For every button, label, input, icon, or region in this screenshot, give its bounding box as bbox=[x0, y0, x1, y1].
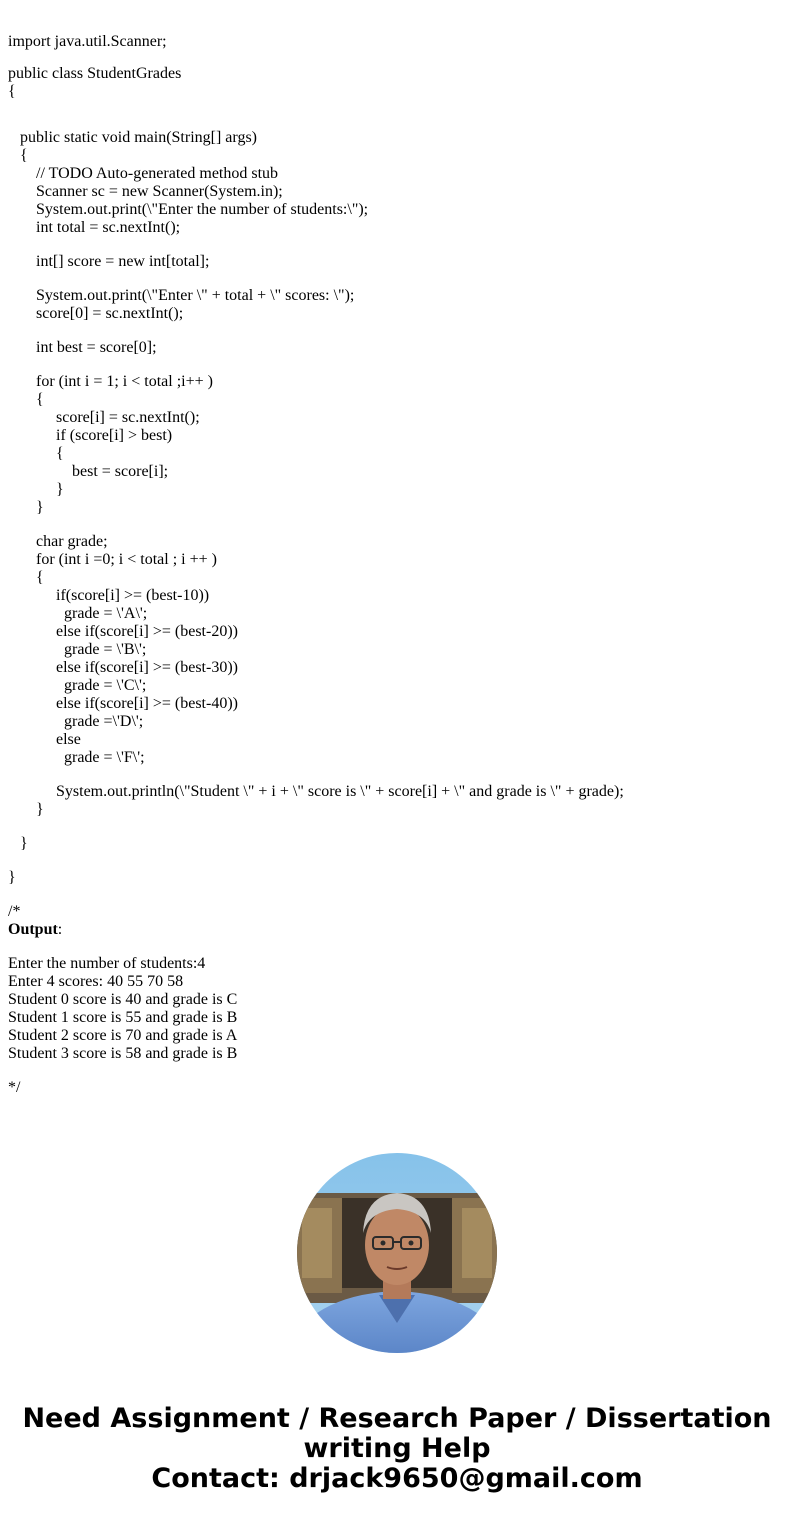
code-line: { bbox=[8, 569, 44, 586]
code-line: grade = \'F\'; bbox=[8, 749, 145, 766]
code-line: int best = score[0]; bbox=[8, 339, 157, 356]
code-line-class-declaration: public class StudentGrades bbox=[8, 65, 182, 82]
code-line: } bbox=[8, 801, 44, 818]
output-label: Output bbox=[8, 921, 58, 938]
java-source-listing bbox=[8, 33, 788, 1097]
code-line: Scanner sc = new Scanner(System.in); bbox=[8, 183, 283, 200]
code-line: else if(score[i] >= (best-30)) bbox=[8, 659, 238, 676]
code-line: System.out.print(\"Enter \" + total + \" scores: \"); bbox=[8, 287, 355, 304]
code-line-main-open-brace: { bbox=[8, 147, 28, 164]
code-line-class-close-brace: } bbox=[8, 869, 16, 886]
code-line: { bbox=[8, 391, 44, 408]
banner-line-contact: Contact: drjack9650@gmail.com bbox=[151, 1463, 643, 1494]
code-line: char grade; bbox=[8, 533, 108, 550]
code-line-import: import java.util.Scanner; bbox=[8, 33, 167, 50]
output-heading bbox=[8, 921, 788, 939]
code-line: System.out.println(\"Student \" + i + \" score is \" + score[i] + \" and grade is \" + grade); bbox=[8, 783, 624, 800]
comment-open: /* bbox=[8, 903, 21, 920]
output-line: Student 2 score is 70 and grade is A bbox=[8, 1027, 238, 1044]
code-line: grade = \'C\'; bbox=[8, 677, 147, 694]
code-line: for (int i =0; i < total ; i ++ ) bbox=[8, 551, 217, 568]
code-line: int[] score = new int[total]; bbox=[8, 253, 210, 270]
code-line: else if(score[i] >= (best-20)) bbox=[8, 623, 238, 640]
output-colon: : bbox=[57, 921, 63, 938]
code-line: int total = sc.nextInt(); bbox=[8, 219, 181, 236]
code-line-main-declaration: public static void main(String[] args) bbox=[8, 129, 257, 146]
contact-banner bbox=[0, 1404, 794, 1494]
code-line: System.out.print(\"Enter the number of students:\"); bbox=[8, 201, 369, 218]
code-line: for (int i = 1; i < total ;i++ ) bbox=[8, 373, 213, 390]
code-line: score[i] = sc.nextInt(); bbox=[8, 409, 200, 426]
banner-line-help: writing Help bbox=[303, 1433, 491, 1464]
output-line: Enter the number of students:4 bbox=[8, 955, 206, 972]
code-line: grade = \'A\'; bbox=[8, 605, 148, 622]
code-line: else bbox=[8, 731, 81, 748]
code-line: if (score[i] > best) bbox=[8, 427, 173, 444]
output-line: Student 0 score is 40 and grade is C bbox=[8, 991, 238, 1008]
person-photo-icon bbox=[297, 1153, 497, 1353]
code-line: else if(score[i] >= (best-40)) bbox=[8, 695, 238, 712]
banner-line-offer: Need Assignment / Research Paper / Dissertation bbox=[22, 1403, 772, 1434]
code-line: score[0] = sc.nextInt(); bbox=[8, 305, 184, 322]
code-line-main-close-brace: } bbox=[8, 835, 28, 852]
output-line: Student 1 score is 55 and grade is B bbox=[8, 1009, 238, 1026]
output-line: Enter 4 scores: 40 55 70 58 bbox=[8, 973, 184, 990]
code-line: { bbox=[8, 445, 64, 462]
output-line: Student 3 score is 58 and grade is B bbox=[8, 1045, 238, 1062]
author-avatar bbox=[297, 1153, 497, 1353]
comment-close: */ bbox=[8, 1079, 21, 1096]
code-line-class-open-brace: { bbox=[8, 83, 16, 100]
code-line: if(score[i] >= (best-10)) bbox=[8, 587, 210, 604]
code-line: } bbox=[8, 481, 64, 498]
code-line: grade =\'D\'; bbox=[8, 713, 144, 730]
code-line: best = score[i]; bbox=[8, 463, 169, 480]
code-line: } bbox=[8, 499, 44, 516]
code-line: grade = \'B\'; bbox=[8, 641, 147, 658]
code-line: // TODO Auto-generated method stub bbox=[8, 165, 279, 182]
